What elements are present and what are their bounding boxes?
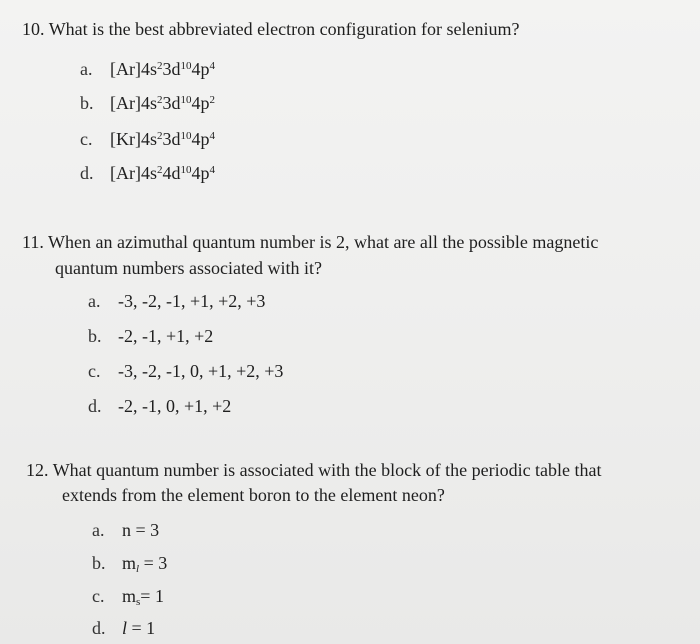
option-text: -2, -1, 0, +1, +2 <box>118 396 232 416</box>
question-number: 10. <box>22 19 45 39</box>
option-letter: c. <box>88 361 101 381</box>
question-11-stem-line-2: quantum numbers associated with it? <box>55 258 322 278</box>
option-10c[interactable] <box>80 128 215 150</box>
question-number: 12. <box>26 460 49 480</box>
option-text: -2, -1, +1, +2 <box>118 326 214 346</box>
option-12d[interactable] <box>92 617 155 639</box>
question-12-stem-line-2: extends from the element boron to the element neon? <box>62 485 445 505</box>
question-text: What is the best abbreviated electron configuration for selenium? <box>48 19 520 39</box>
option-text: $m_l = 3$ <box>122 553 168 575</box>
option-12a[interactable] <box>92 519 159 541</box>
question-12-stem <box>26 459 602 481</box>
question-11-stem <box>22 231 598 253</box>
option-letter: a. <box>88 291 101 311</box>
option-10d[interactable] <box>80 162 215 184</box>
option-11d[interactable] <box>88 395 231 417</box>
option-letter: b. <box>88 326 102 346</box>
option-11b[interactable] <box>88 325 213 347</box>
option-letter: b. <box>80 93 94 113</box>
option-text: -3, -2, -1, 0, +1, +2, +3 <box>118 361 284 381</box>
option-letter: d. <box>80 163 94 183</box>
option-letter: a. <box>92 520 105 540</box>
option-letter: d. <box>92 618 106 638</box>
option-text: $[Ar]4s^23d^{10}4p^2$ <box>110 93 215 113</box>
option-11c[interactable] <box>88 360 283 382</box>
option-letter: a. <box>80 59 93 79</box>
option-text: n = 3 <box>122 520 160 540</box>
question-10-stem <box>22 18 520 40</box>
option-text: $[Kr]4s^23d^{10}4p^4$ <box>110 129 215 149</box>
option-text: $[Ar]4s^23d^{10}4p^4$ <box>110 59 215 79</box>
option-10b[interactable] <box>80 92 215 114</box>
option-letter: d. <box>88 396 102 416</box>
option-11a[interactable] <box>88 290 265 312</box>
option-text: l = 1 <box>122 618 156 638</box>
option-text: $[Ar]4s^24d^{10}4p^4$ <box>110 163 215 183</box>
option-10a[interactable] <box>80 58 215 80</box>
question-text: When an azimuthal quantum number is 2, what are all the possible magnetic <box>48 232 599 252</box>
option-letter: c. <box>80 129 93 149</box>
option-12c[interactable] <box>92 585 164 607</box>
option-12b[interactable] <box>92 552 167 574</box>
question-text: What quantum number is associated with the block of the periodic table that <box>52 460 602 480</box>
question-number: 11. <box>22 232 44 252</box>
option-letter: c. <box>92 586 105 606</box>
option-letter: b. <box>92 553 106 573</box>
option-text: -3, -2, -1, +1, +2, +3 <box>118 291 266 311</box>
option-text: $m_s= 1$ <box>122 586 164 608</box>
